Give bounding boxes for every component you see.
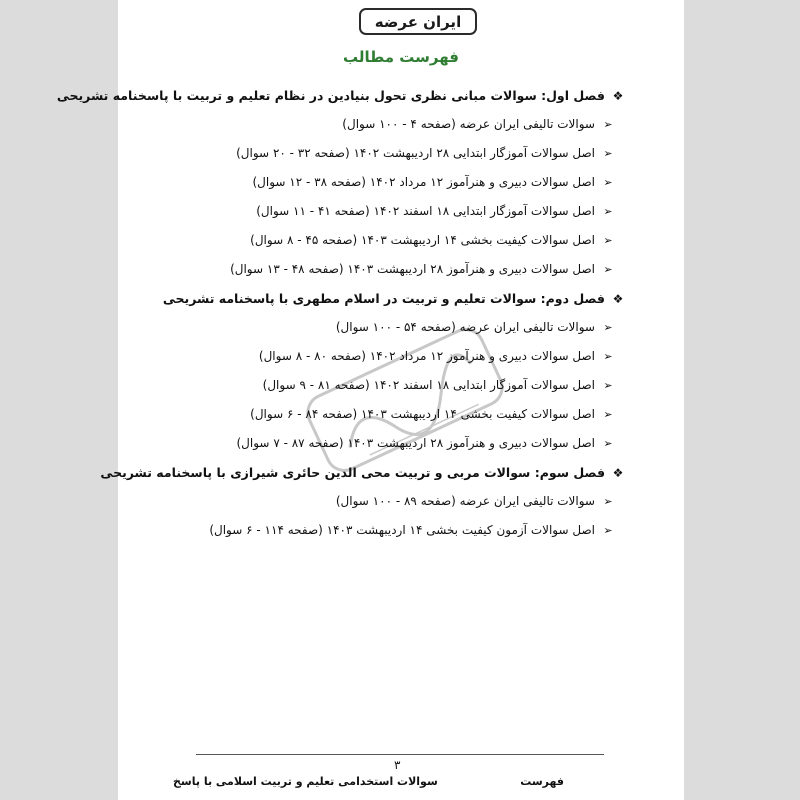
toc-item <box>336 494 615 508</box>
arrowhead-bullet-icon: ➢ <box>603 233 613 247</box>
toc-item <box>263 378 615 392</box>
arrowhead-bullet-icon: ➢ <box>603 262 613 276</box>
toc-entry-text: سوالات تالیفی ایران عرضه (صفحه ۸۹ - ۱۰۰ سوال) <box>335 494 595 508</box>
diamond-bullet-icon: ❖ <box>612 291 624 306</box>
toc-entry-text: اصل سوالات آموزگار ابتدایی ۱۸ اسفند ۱۴۰۲ (صفحه ۸۱ - ۹ سوال) <box>262 378 595 392</box>
footer-divider <box>196 754 604 755</box>
toc-item <box>259 349 615 363</box>
arrowhead-bullet-icon: ➢ <box>603 407 613 421</box>
toc-entry-text: اصل سوالات کیفیت بخشی ۱۴ اردیبهشت ۱۴۰۳ (صفحه ۴۵ - ۸ سوال) <box>250 233 595 247</box>
toc-item <box>336 320 615 334</box>
toc-item <box>209 523 615 537</box>
toc-item <box>237 436 616 450</box>
toc-entry-text: سوالات تالیفی ایران عرضه (صفحه ۴ - ۱۰۰ سوال) <box>342 117 595 131</box>
toc-entry-text: فصل دوم: سوالات تعلیم و تربیت در اسلام مطهری با پاسخنامه تشریحی <box>162 291 605 306</box>
toc-entry-text: فصل اول: سوالات مبانی نظری تحول بنیادین در نظام تعلیم و تربیت با پاسخنامه تشریحی <box>56 88 605 103</box>
toc-entry-text: فصل سوم: سوالات مربی و تربیت محی الدین حائری شیرازی با پاسخنامه تشریحی <box>100 465 605 480</box>
footer-book-title: سوالات استخدامی تعلیم و تربیت اسلامی با پاسخ <box>173 775 438 788</box>
toc-item <box>230 262 615 276</box>
toc-entry-text: اصل سوالات دبیری و هنرآموز ۲۸ اردیبهشت ۱۴۰۳ (صفحه ۴۸ - ۱۳ سوال) <box>230 262 595 276</box>
toc-item <box>256 204 615 218</box>
diamond-bullet-icon: ❖ <box>612 88 624 103</box>
page-title: فهرست مطالب <box>343 48 459 66</box>
toc-entry-text: اصل سوالات دبیری و هنرآموز ۱۲ مرداد ۱۴۰۲ (صفحه ۳۸ - ۱۲ سوال) <box>252 175 595 189</box>
arrowhead-bullet-icon: ➢ <box>603 204 613 218</box>
toc-item <box>342 117 615 131</box>
arrowhead-bullet-icon: ➢ <box>603 494 613 508</box>
toc-item <box>250 407 615 421</box>
toc-entry-text: اصل سوالات آموزگار ابتدایی ۲۸ اردیبهشت ۱۴۰۲ (صفحه ۳۲ - ۲۰ سوال) <box>236 146 595 160</box>
toc-entry-text: اصل سوالات کیفیت بخشی ۱۴ اردیبهشت ۱۴۰۳ (صفحه ۸۴ - ۶ سوال) <box>250 407 595 421</box>
arrowhead-bullet-icon: ➢ <box>603 378 613 392</box>
toc-chapter <box>100 465 625 480</box>
toc-entry-text: سوالات تالیفی ایران عرضه (صفحه ۵۴ - ۱۰۰ سوال) <box>335 320 595 334</box>
toc-entry-text: اصل سوالات دبیری و هنرآموز ۱۲ مرداد ۱۴۰۲ (صفحه ۸۰ - ۸ سوال) <box>258 349 595 363</box>
toc-chapter <box>57 88 625 103</box>
toc-entry-text: اصل سوالات آموزگار ابتدایی ۱۸ اسفند ۱۴۰۲ (صفحه ۴۱ - ۱۱ سوال) <box>256 204 595 218</box>
page-number: ۳ <box>394 758 401 772</box>
arrowhead-bullet-icon: ➢ <box>603 320 613 334</box>
toc-item <box>236 146 615 160</box>
arrowhead-bullet-icon: ➢ <box>603 523 613 537</box>
toc-item <box>250 233 615 247</box>
arrowhead-bullet-icon: ➢ <box>603 117 613 131</box>
toc-item <box>252 175 615 189</box>
toc-entry-text: اصل سوالات آزمون کیفیت بخشی ۱۴ اردیبهشت ۱۴۰۳ (صفحه ۱۱۴ - ۶ سوال) <box>209 523 595 537</box>
footer-section: فهرست <box>520 775 564 788</box>
arrowhead-bullet-icon: ➢ <box>603 349 613 363</box>
toc-entry-text: اصل سوالات دبیری و هنرآموز ۲۸ اردیبهشت ۱۴۰۳ (صفحه ۸۷ - ۷ سوال) <box>236 436 595 450</box>
arrowhead-bullet-icon: ➢ <box>603 146 613 160</box>
arrowhead-bullet-icon: ➢ <box>603 436 613 450</box>
diamond-bullet-icon: ❖ <box>612 465 624 480</box>
arrowhead-bullet-icon: ➢ <box>603 175 613 189</box>
toc-chapter <box>163 291 625 306</box>
logo-text: ایران عرضه <box>374 12 462 31</box>
